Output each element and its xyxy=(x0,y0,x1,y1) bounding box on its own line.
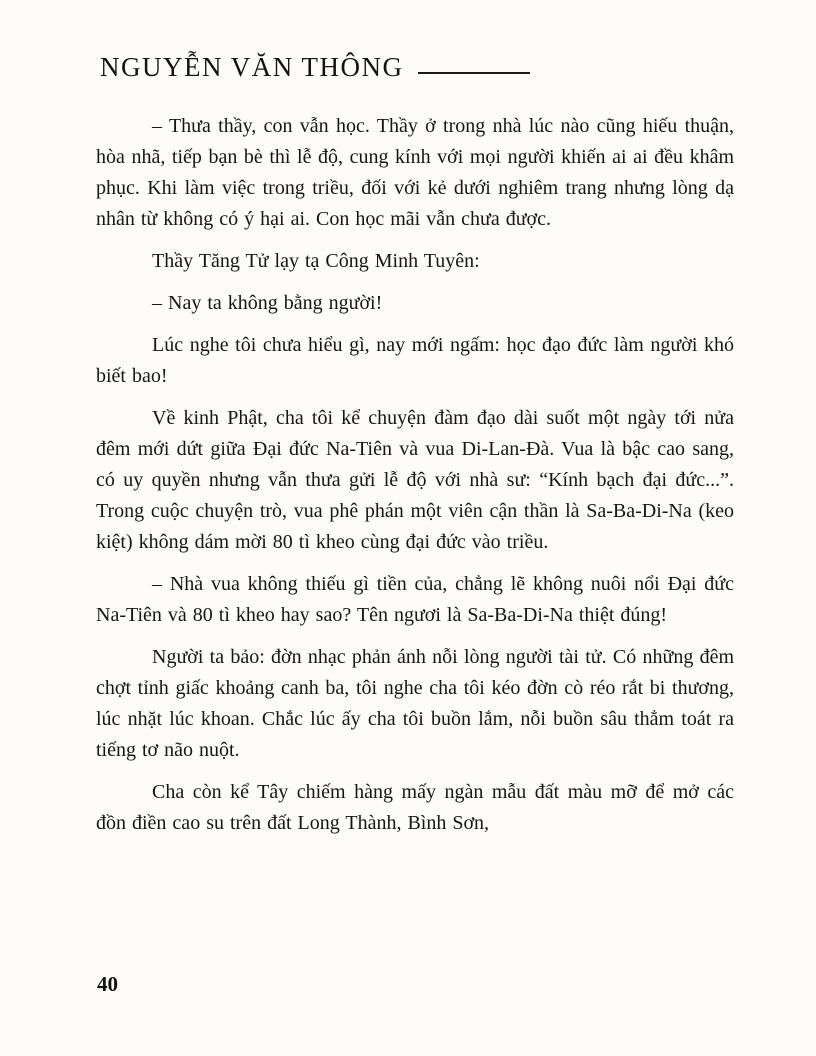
body-text xyxy=(96,111,734,850)
paragraph: Người ta bảo: đờn nhạc phản ánh nỗi lòng người tài tử. Có những đêm chợt tỉnh giấc khoảng canh ba, tôi nghe cha tôi kéo đờn cò réo rắt bi thương, lúc nhặt lúc khoan. Chắc lúc ấy cha tôi buồn lắm, nỗi buồn sâu thẳm toát ra tiếng tơ não nuột. xyxy=(96,646,734,761)
author-name: NGUYỄN VĂN THÔNG xyxy=(100,52,404,82)
page-header xyxy=(100,52,530,83)
paragraph: Thầy Tăng Tử lạy tạ Công Minh Tuyên: xyxy=(152,250,480,272)
paragraph: Lúc nghe tôi chưa hiểu gì, nay mới ngấm: học đạo đức làm người khó biết bao! xyxy=(96,334,734,387)
paragraph: Về kinh Phật, cha tôi kể chuyện đàm đạo dài suốt một ngày tới nửa đêm mới dứt giữa Đại đức Na-Tiên và vua Di-Lan-Đà. Vua là bậc cao sang, có uy quyền nhưng vẫn thưa gửi lễ độ với nhà sư: “Kính bạch đại đức...”. Trong cuộc chuyện trò, vua phê phán một viên cận thần là Sa-Ba-Di-Na (keo kiệt) không dám mời 80 tì kheo cùng đại đức vào triều. xyxy=(96,407,734,553)
header-rule xyxy=(418,72,530,74)
paragraph: Cha còn kể Tây chiếm hàng mấy ngàn mẫu đất màu mỡ để mở các đồn điền cao su trên đất Long Thành, Bình Sơn, xyxy=(96,781,734,834)
page-footer xyxy=(97,972,118,997)
paragraph: – Nhà vua không thiếu gì tiền của, chẳng lẽ không nuôi nổi Đại đức Na-Tiên và 80 tì kheo hay sao? Tên ngươi là Sa-Ba-Di-Na thiệt đúng! xyxy=(96,573,734,626)
page-number: 40 xyxy=(97,972,118,996)
paragraph: – Thưa thầy, con vẫn học. Thầy ở trong nhà lúc nào cũng hiếu thuận, hòa nhã, tiếp bạn bè thì lễ độ, cung kính với mọi người khiến ai ai đều khâm phục. Khi làm việc trong triều, đối với kẻ dưới nghiêm trang nhưng lòng dạ nhân từ không có ý hại ai. Con học mãi vẫn chưa được. xyxy=(96,115,734,230)
paragraph: – Nay ta không bằng người! xyxy=(152,292,383,314)
